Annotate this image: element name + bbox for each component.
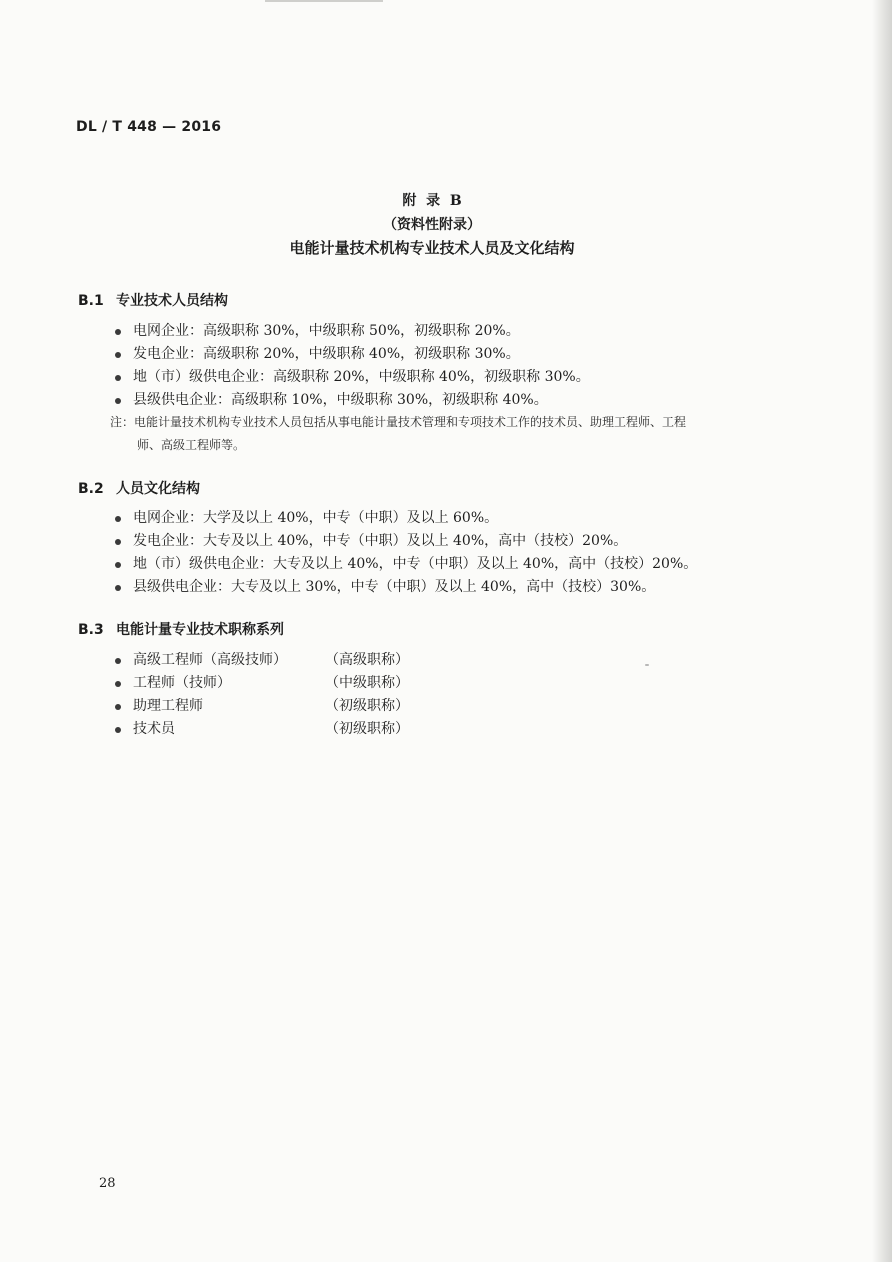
list-item: 县级供电企业：大专及以上 30%，中专（中职）及以上 40%，高中（技校）30%。: [113, 576, 697, 599]
professional-title: 工程师（技师）: [133, 675, 231, 691]
note-line-1: 注：电能计量技术机构专业技术人员包括从事电能计量技术管理和专项技术工作的技术员、助理工程师、工程: [110, 415, 687, 429]
title-category: （中级职称）: [325, 675, 409, 691]
note: [110, 411, 800, 457]
page-number: 28: [99, 1176, 116, 1191]
title-series-list: [113, 649, 409, 741]
note-line-2: 师、高级工程师等。: [137, 438, 246, 452]
list-item: [113, 718, 409, 741]
section-number: B.1: [78, 293, 104, 309]
title-category: （高级职称）: [325, 652, 409, 668]
title-category: （初级职称）: [325, 721, 409, 737]
section-heading-b3: [78, 619, 284, 639]
section-title: 专业技术人员结构: [116, 293, 228, 309]
list-item: 电网企业：高级职称 30%，中级职称 50%，初级职称 20%。: [113, 320, 590, 343]
bullet-icon: [115, 329, 121, 335]
appendix-main-title: 电能计量技术机构专业技术人员及文化结构: [289, 239, 575, 257]
bullet-icon: [115, 352, 121, 358]
list-item: 发电企业：大专及以上 40%，中专（中职）及以上 40%，高中（技校）20%。: [113, 530, 697, 553]
bullet-icon: [115, 704, 121, 710]
bullet-icon: [115, 562, 121, 568]
professional-title: 技术员: [133, 721, 175, 737]
bullet-icon: [115, 398, 121, 404]
bullet-icon: [115, 539, 121, 545]
section-heading-b1: [78, 290, 228, 310]
bullet-icon: [115, 585, 121, 591]
list-item: 发电企业：高级职称 20%，中级职称 40%，初级职称 30%。: [113, 343, 590, 366]
document-code: DL / T 448 — 2016: [76, 119, 222, 135]
section-title: 人员文化结构: [116, 481, 200, 497]
bullet-icon: [115, 727, 121, 733]
section-title: 电能计量专业技术职称系列: [116, 622, 284, 638]
scan-mark: [265, 0, 383, 2]
list-item: 地（市）级供电企业：高级职称 20%，中级职称 40%，初级职称 30%。: [113, 366, 590, 389]
page-edge-shadow: [872, 0, 892, 1262]
bullet-list-b2: [113, 507, 697, 599]
scan-speck: [645, 664, 649, 666]
bullet-list-b1: [113, 320, 590, 412]
list-item: [113, 695, 409, 718]
appendix-title: 附 录 B: [402, 193, 462, 209]
list-item: [113, 649, 409, 672]
list-item: 县级供电企业：高级职称 10%，中级职称 30%，初级职称 40%。: [113, 389, 590, 412]
list-item: 地（市）级供电企业：大专及以上 40%，中专（中职）及以上 40%，高中（技校）20%。: [113, 553, 697, 576]
professional-title: 助理工程师: [133, 698, 203, 714]
list-item: [113, 672, 409, 695]
section-heading-b2: [78, 478, 200, 498]
bullet-icon: [115, 681, 121, 687]
bullet-icon: [115, 516, 121, 522]
section-number: B.2: [78, 481, 104, 497]
list-item: 电网企业：大学及以上 40%，中专（中职）及以上 60%。: [113, 507, 697, 530]
title-category: （初级职称）: [325, 698, 409, 714]
appendix-type: （资料性附录）: [383, 217, 481, 233]
bullet-icon: [115, 375, 121, 381]
bullet-icon: [115, 658, 121, 664]
section-number: B.3: [78, 622, 104, 638]
professional-title: 高级工程师（高级技师）: [133, 652, 287, 668]
